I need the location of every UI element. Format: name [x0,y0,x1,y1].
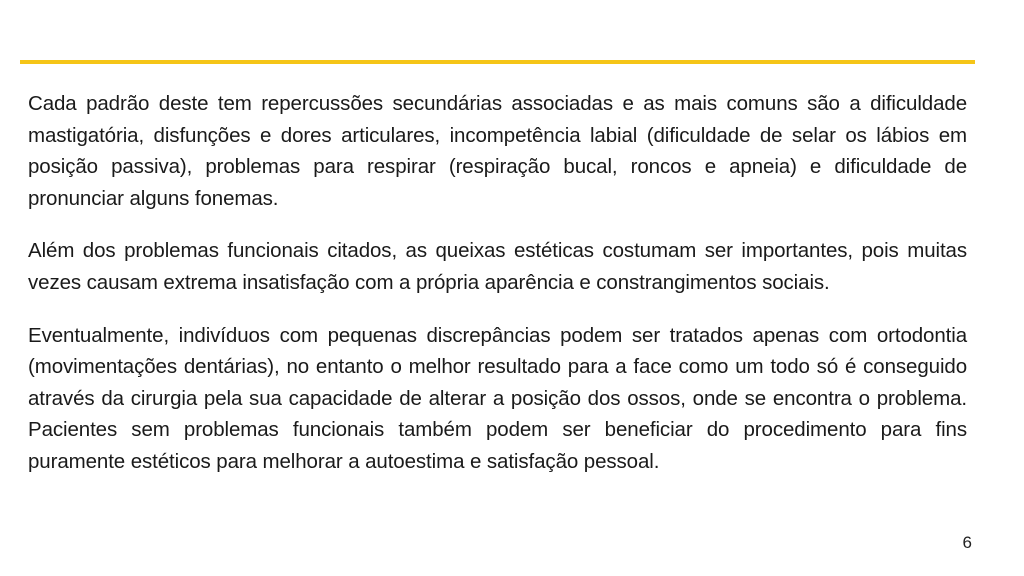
paragraph-aesthetic-complaints: Além dos problemas funcionais citados, as queixas estéticas costumam ser importantes, pois muitas vezes causam extrema insatisfação com a própria aparência e constrangimentos sociais. [28,239,967,294]
paragraph-functional-issues: Cada padrão deste tem repercussões secundárias associadas e as mais comuns são a dificuldade mastigatória, disfunções e dores articulares, incompetência labial (dificuldade de selar os lábios em posição passiva), problemas para respirar (respiração bucal, roncos e apneia) e dificuldade de pronunciar alguns fonemas. [28,92,967,210]
page-number: 6 [962,533,972,552]
slide-body [28,88,967,499]
paragraph-treatment-options: Eventualmente, indivíduos com pequenas discrepâncias podem ser tratados apenas com ortodontia (movimentações dentárias), no entanto o melhor resultado para a face como um todo só é conseguido através da cirurgia pela sua capacidade de alterar a posição dos ossos, onde se encontra o problema. Pacientes sem problemas funcionais também podem ser beneficiar do procedimento para fins puramente estéticos para melhorar a autoestima e satisfação pessoal. [28,323,967,473]
header-divider [20,60,975,64]
